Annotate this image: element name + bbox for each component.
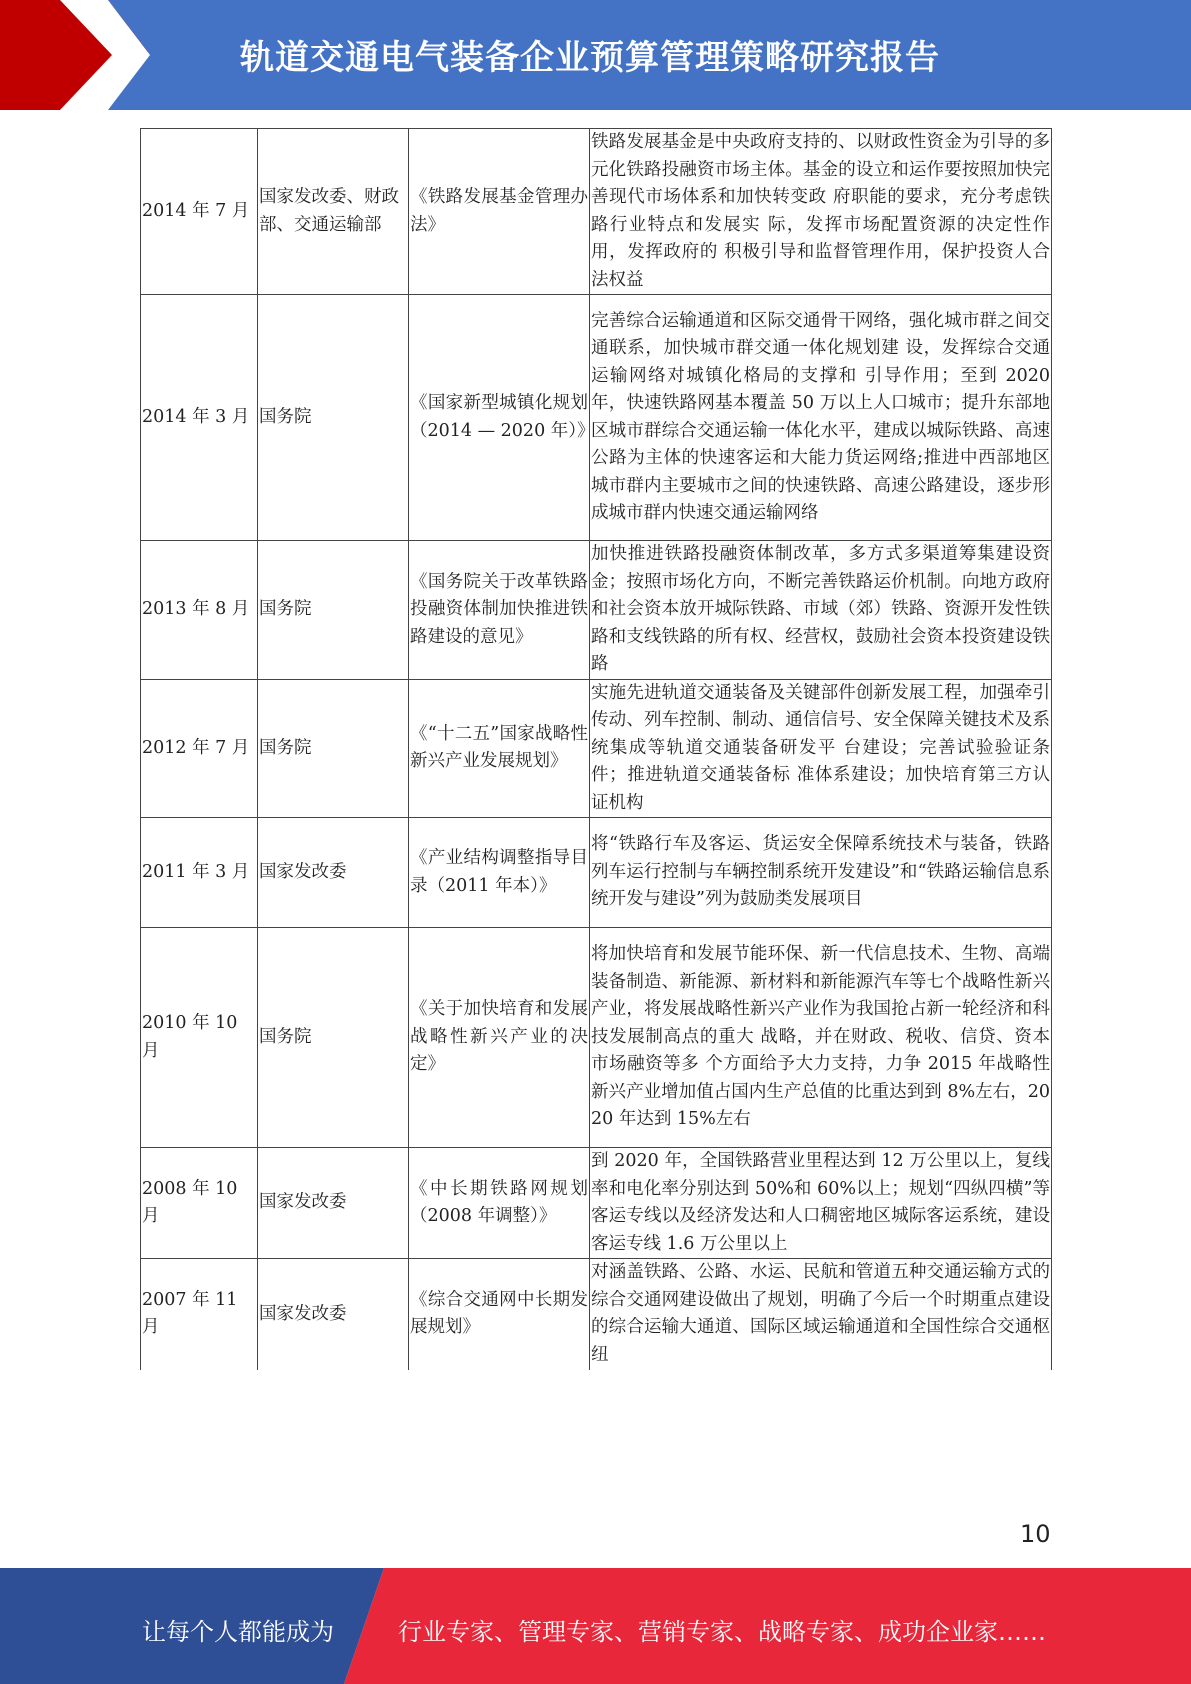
content-cell: 实施先进轨道交通装备及关键部件创新发展工程，加强牵引传动、列车控制、制动、通信信号、安全保障关键技术及系统集成等轨道交通装备研发平 台建设；完善试验验证条件；推进轨道交通装备标 准体系建设；加快培育第三方认证机构 [590,679,1052,818]
content-cell: 加快推进铁路投融资体制改革，多方式多渠道筹集建设资金；按照市场化方向，不断完善铁路运价机制。向地方政府和社会资本放开城际铁路、市域（郊）铁路、资源开发性铁路和支线铁路的所有权、经营权，鼓励社会资本投资建设铁路 [590,541,1052,680]
content-cell: 到 2020 年，全国铁路营业里程达到 12 万公里以上，复线率和电化率分别达到 50%和 60%以上；规划“四纵四横”等客运专线以及经济发达和人口稠密地区城际客运系统，建设客运专线 1.6 万公里以上 [590,1148,1052,1259]
issuer-cell: 国务院 [258,541,409,680]
date-cell: 2010 年 10 月 [141,928,258,1148]
date-cell: 2012 年 7 月 [141,679,258,818]
table-row [141,1259,1052,1370]
table-row [141,295,1052,541]
document-cell: 《国家新型城镇化规划（2014 — 2020 年）》 [409,295,590,541]
document-cell: 《关于加快培育和发展战略性新兴产业的决定》 [409,928,590,1148]
document-cell: 《铁路发展基金管理办法》 [409,129,590,295]
content-cell: 完善综合运输通道和区际交通骨干网络，强化城市群之间交通联系，加快城市群交通一体化规划建 设，发挥综合交通运输网络对城镇化格局的支撑和 引导作用；至到 2020 年，快速铁路网基本覆盖 50 万以上人口城市；提升东部地区城市群综合交通运输一体化水平，建成以城际铁路、高速公路为主体的快速客运和大能力货运网络;推进中西部地区城市群内主要城市之间的快速铁路、高速公路建设，逐步形成城市群内快速交通运输网络 [590,295,1052,541]
issuer-cell: 国家发改委 [258,1259,409,1370]
table-row [141,679,1052,818]
document-cell: 《中长期铁路网规划（2008 年调整）》 [409,1148,590,1259]
document-cell: 《综合交通网中长期发展规划》 [409,1259,590,1370]
table-row [141,541,1052,680]
date-cell: 2007 年 11 月 [141,1259,258,1370]
date-cell: 2008 年 10 月 [141,1148,258,1259]
document-cell: 《“十二五”国家战略性新兴产业发展规划》 [409,679,590,818]
content-cell: 将加快培育和发展节能环保、新一代信息技术、生物、高端装备制造、新能源、新材料和新能源汽车等七个战略性新兴产业，将发展战略性新兴产业作为我国抢占新一轮经济和科技发展制高点的重大 战略，并在财政、税收、信贷、资本市场融资等多 个方面给予大力支持，力争 2015 年战略性新兴产业增加值占国内生产总值的比重达到到 8%左右，2020 年达到 15%左右 [590,928,1052,1148]
document-cell: 《产业结构调整指导目录（2011 年本）》 [409,818,590,928]
date-cell: 2014 年 3 月 [141,295,258,541]
date-cell: 2013 年 8 月 [141,541,258,680]
issuer-cell: 国务院 [258,928,409,1148]
page-number: 10 [1020,1520,1051,1548]
content-cell: 铁路发展基金是中央政府支持的、以财政性资金为引导的多元化铁路投融资市场主体。基金的设立和运作要按照加快完善现代市场体系和加快转变政 府职能的要求，充分考虑铁路行业特点和发展实 际，发挥市场配置资源的决定性作用，发挥政府的 积极引导和监督管理作用，保护投资人合法权益 [590,129,1052,295]
date-cell: 2011 年 3 月 [141,818,258,928]
document-cell: 《国务院关于改革铁路投融资体制加快推进铁路建设的意见》 [409,541,590,680]
issuer-cell: 国家发改委 [258,1148,409,1259]
report-title: 轨道交通电气装备企业预算管理策略研究报告 [240,38,940,78]
issuer-cell: 国家发改委、财政部、交通运输部 [258,129,409,295]
page-footer [0,1568,1191,1684]
issuer-cell: 国务院 [258,295,409,541]
table-row [141,1148,1052,1259]
footer-slogan-left: 让每个人都能成为 [142,1618,334,1646]
table-row [141,129,1052,295]
content-cell: 将“铁路行车及客运、货运安全保障系统技术与装备，铁路列车运行控制与车辆控制系统开发建设”和“铁路运输信息系统开发与建设”列为鼓励类发展项目 [590,818,1052,928]
date-cell: 2014 年 7 月 [141,129,258,295]
table-row [141,818,1052,928]
issuer-cell: 国务院 [258,679,409,818]
table-row [141,928,1052,1148]
content-cell: 对涵盖铁路、公路、水运、民航和管道五种交通运输方式的综合交通网建设做出了规划，明确了今后一个时期重点建设的综合运输大通道、国际区域运输通道和全国性综合交通枢纽 [590,1259,1052,1370]
footer-slogan-right: 行业专家、管理专家、营销专家、战略专家、成功企业家…… [398,1618,1046,1646]
policy-table [140,128,1052,1370]
page-header [0,0,1191,110]
issuer-cell: 国家发改委 [258,818,409,928]
